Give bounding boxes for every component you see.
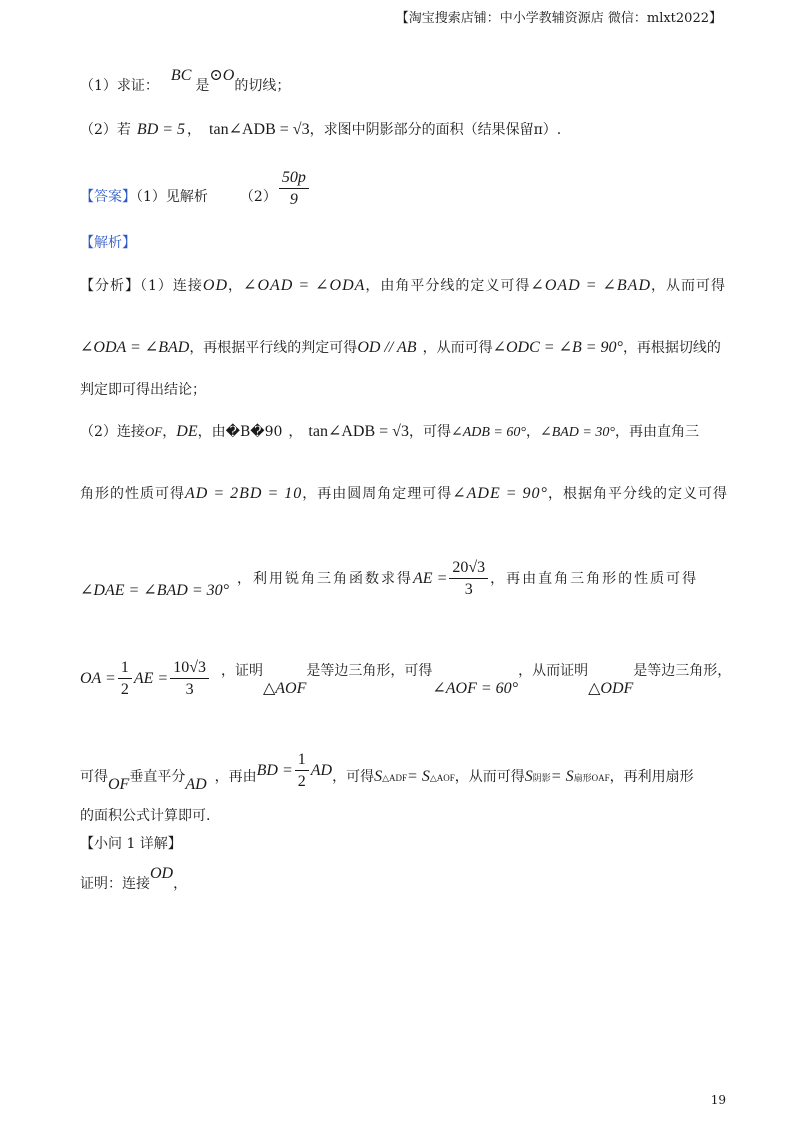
analysis-line-6	[80, 560, 698, 598]
a1-e: ，由角平分线的定义可得	[365, 278, 531, 294]
a7-half	[118, 660, 132, 698]
analysis-line-8	[80, 751, 694, 796]
a2-d: ，从而可得	[422, 340, 493, 356]
a4-g: tan∠ADB = √3	[308, 423, 409, 440]
a4-i: ∠ADB = 60°	[450, 425, 526, 440]
analysis-heading: 【解析】	[80, 235, 136, 251]
a7-i: 是等边三角形，	[633, 663, 732, 679]
question-1-line	[80, 67, 291, 94]
a1-g: ，从而可得	[651, 278, 726, 294]
a8-i	[374, 768, 455, 785]
analysis-line-5	[80, 486, 728, 502]
a4-f: ，	[288, 424, 303, 440]
a2-f: ，再根据切线的	[622, 340, 721, 356]
a8-b: OF	[108, 776, 130, 793]
a4-l: ，再由直角三	[614, 424, 699, 440]
a7-frac-den: 3	[185, 681, 194, 698]
sub-question-1-heading: 【小问 1 详解】	[80, 836, 182, 852]
q2-suffix: ，求图中阴影部分的面积（结果保留π）.	[309, 122, 562, 138]
a7-d: △AOF	[262, 680, 307, 697]
q1-bc: BC	[170, 67, 192, 84]
a4-c: ，	[162, 424, 177, 440]
q2-comma: ，	[187, 122, 202, 138]
answer-part1: （1）见解析	[136, 189, 208, 205]
answer-frac-den: 9	[289, 191, 298, 208]
a8-i-sub2: △AOF	[429, 773, 455, 783]
analysis-line-1	[80, 278, 726, 294]
a2-b: ，再根据平行线的判定可得	[189, 340, 358, 356]
a7-c: ，证明	[220, 663, 263, 679]
a4-k: ∠BAD = 30°	[539, 425, 615, 440]
q1-suffix: 的切线；	[234, 78, 291, 94]
a1-f: ∠OAD = ∠BAD	[530, 277, 651, 294]
analysis-line-4	[80, 424, 699, 440]
a8-g: AD	[310, 762, 333, 779]
analysis-line-2	[80, 340, 721, 356]
page-number: 19	[710, 1093, 726, 1107]
a7-b: AE =	[133, 670, 169, 687]
analysis-line-7	[80, 652, 732, 698]
a1-c: ，	[228, 278, 244, 294]
a7-g: ，从而证明	[518, 663, 589, 679]
page-header: 【淘宝搜索店铺：中小学教辅资源店 微信：mlxt2022】	[395, 11, 722, 26]
proof-od: OD	[150, 865, 174, 882]
a4-e: ，由�B�90	[197, 424, 283, 440]
q1-prefix: （1）求证：	[80, 78, 159, 94]
answer-fraction	[279, 170, 309, 208]
a1-b: OD	[202, 277, 229, 294]
a8-i-s: S	[374, 768, 383, 785]
a8-k	[525, 768, 610, 785]
a8-k-s: S	[524, 768, 533, 785]
a6-a: ∠DAE = ∠BAD = 30°	[80, 582, 230, 599]
answer-frac-num: 50p	[279, 170, 309, 189]
answer-part2: （2）	[239, 189, 277, 205]
proof-line	[80, 865, 188, 892]
q1-is: 是	[195, 78, 210, 94]
a7-f: ∠AOF = 60°	[432, 680, 519, 697]
a7-h: △ODF	[588, 680, 634, 697]
answer-tag: 【答案】	[80, 189, 136, 205]
a5-d: ∠ADE = 90°	[452, 485, 548, 502]
a4-h: ，可得	[408, 424, 451, 440]
question-2-line	[80, 122, 561, 138]
a7-fraction	[170, 660, 209, 698]
a2-a: ∠ODA = ∠BAD	[80, 339, 190, 356]
a4-d: DE	[176, 423, 198, 440]
a8-f: BD =	[256, 762, 293, 779]
a7-frac-num: 10√3	[170, 660, 209, 679]
a5-c: ，再由圆周角定理可得	[302, 486, 453, 502]
a2-c: OD // AB	[357, 339, 417, 356]
a8-half-den: 2	[297, 773, 306, 790]
q2-bd: BD = 5	[136, 121, 186, 138]
analysis-line-3: 判定即可得出结论；	[80, 382, 206, 398]
a8-half-num: 1	[295, 752, 309, 771]
proof-suffix: ，	[173, 876, 188, 892]
proof-prefix: 证明：连接	[80, 876, 150, 892]
a4-b: OF	[144, 424, 163, 439]
answer-line	[80, 169, 311, 216]
analysis-line-9: 的面积公式计算即可.	[80, 808, 211, 824]
a1-a: （1）连接	[140, 278, 203, 294]
a6-b: ，利用锐角三角函数求得	[237, 571, 414, 587]
a6-frac-den: 3	[464, 581, 473, 598]
a7-e: 是等边三角形，可得	[306, 663, 433, 679]
a8-i-eq: = S	[407, 768, 430, 785]
a7-half-den: 2	[120, 681, 129, 698]
a6-c: AE =	[413, 570, 448, 587]
a5-a: 角形的性质可得	[80, 486, 185, 502]
a5-b: AD = 2BD = 10	[185, 485, 303, 502]
a8-k-sub2: 扇形OAF	[573, 773, 610, 783]
a8-half	[295, 752, 309, 790]
q2-tan: tan∠ADB = √3	[209, 121, 310, 138]
a8-k-sub: 阴影	[532, 773, 551, 783]
a7-half-num: 1	[118, 660, 132, 679]
a6-frac-num: 20√3	[449, 560, 488, 579]
analysis-tag: 【分析】	[80, 278, 140, 294]
a5-e: ，根据角平分线的定义可得	[547, 486, 728, 502]
a6-fraction	[449, 560, 488, 598]
a7-a: OA =	[80, 670, 116, 687]
a2-e: ∠ODC = ∠B = 90°	[492, 339, 623, 356]
a4-j: ，	[525, 424, 540, 440]
a8-d: AD	[185, 776, 207, 793]
a8-e: ，再由	[214, 769, 257, 785]
a4-a: （2）连接	[80, 424, 145, 440]
a8-j: ，从而可得	[454, 769, 525, 785]
a8-a: 可得	[80, 769, 108, 785]
a6-d: ，再由直角三角形的性质可得	[490, 571, 699, 587]
q1-circle: ⊙O	[209, 67, 235, 84]
a8-l: ，再利用扇形	[609, 769, 694, 785]
a8-h: ，可得	[332, 769, 375, 785]
a8-k-eq: = S	[550, 768, 574, 785]
q2-prefix: （2）若	[80, 122, 131, 138]
a8-c: 垂直平分	[129, 769, 186, 785]
a1-d: ∠OAD = ∠ODA	[243, 277, 366, 294]
a8-i-sub: △ADF	[382, 773, 408, 783]
